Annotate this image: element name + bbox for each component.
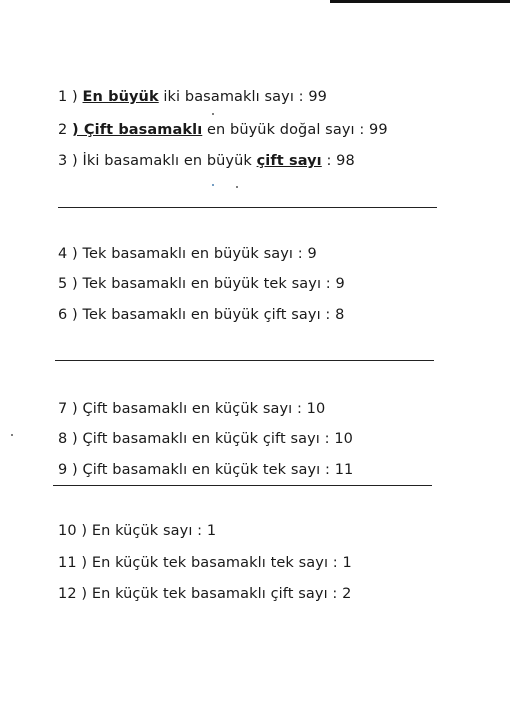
statement-4: 4 ) Tek basamaklı en büyük sayı : 9 <box>58 246 317 262</box>
statement-7: 7 ) Çift basamaklı en küçük sayı : 10 <box>58 401 326 417</box>
ink-speck <box>236 186 238 188</box>
top-edge-mark <box>330 0 510 3</box>
statement-1: 1 ) En büyük iki basamaklı sayı : 99 <box>58 89 327 105</box>
section-divider-2 <box>55 360 434 361</box>
statement-2: 2 ) Çift basamaklı en büyük doğal sayı : 99 <box>58 122 388 138</box>
statement-5: 5 ) Tek basamaklı en büyük tek sayı : 9 <box>58 276 345 292</box>
statement-3: 3 ) İki basamaklı en büyük çift sayı : 98 <box>58 153 355 169</box>
statement-1-emphasis: En büyük <box>82 89 159 105</box>
ink-speck <box>212 113 214 115</box>
statement-11: 11 ) En küçük tek basamaklı tek sayı : 1 <box>58 555 352 571</box>
statement-3-emphasis: çift sayı <box>256 153 322 169</box>
statement-12: 12 ) En küçük tek basamaklı çift sayı : 2 <box>58 586 352 602</box>
scan-speck <box>11 434 13 436</box>
section-divider-3 <box>53 485 432 486</box>
statement-6: 6 ) Tek basamaklı en büyük çift sayı : 8 <box>58 307 345 323</box>
section-divider-1 <box>58 207 437 208</box>
statement-8: 8 ) Çift basamaklı en küçük çift sayı : 10 <box>58 431 353 447</box>
ink-speck <box>212 184 214 186</box>
statement-2-emphasis: ) Çift basamaklı <box>72 122 203 138</box>
statement-9: 9 ) Çift basamaklı en küçük tek sayı : 11 <box>58 462 354 478</box>
statement-10: 10 ) En küçük sayı : 1 <box>58 523 217 539</box>
